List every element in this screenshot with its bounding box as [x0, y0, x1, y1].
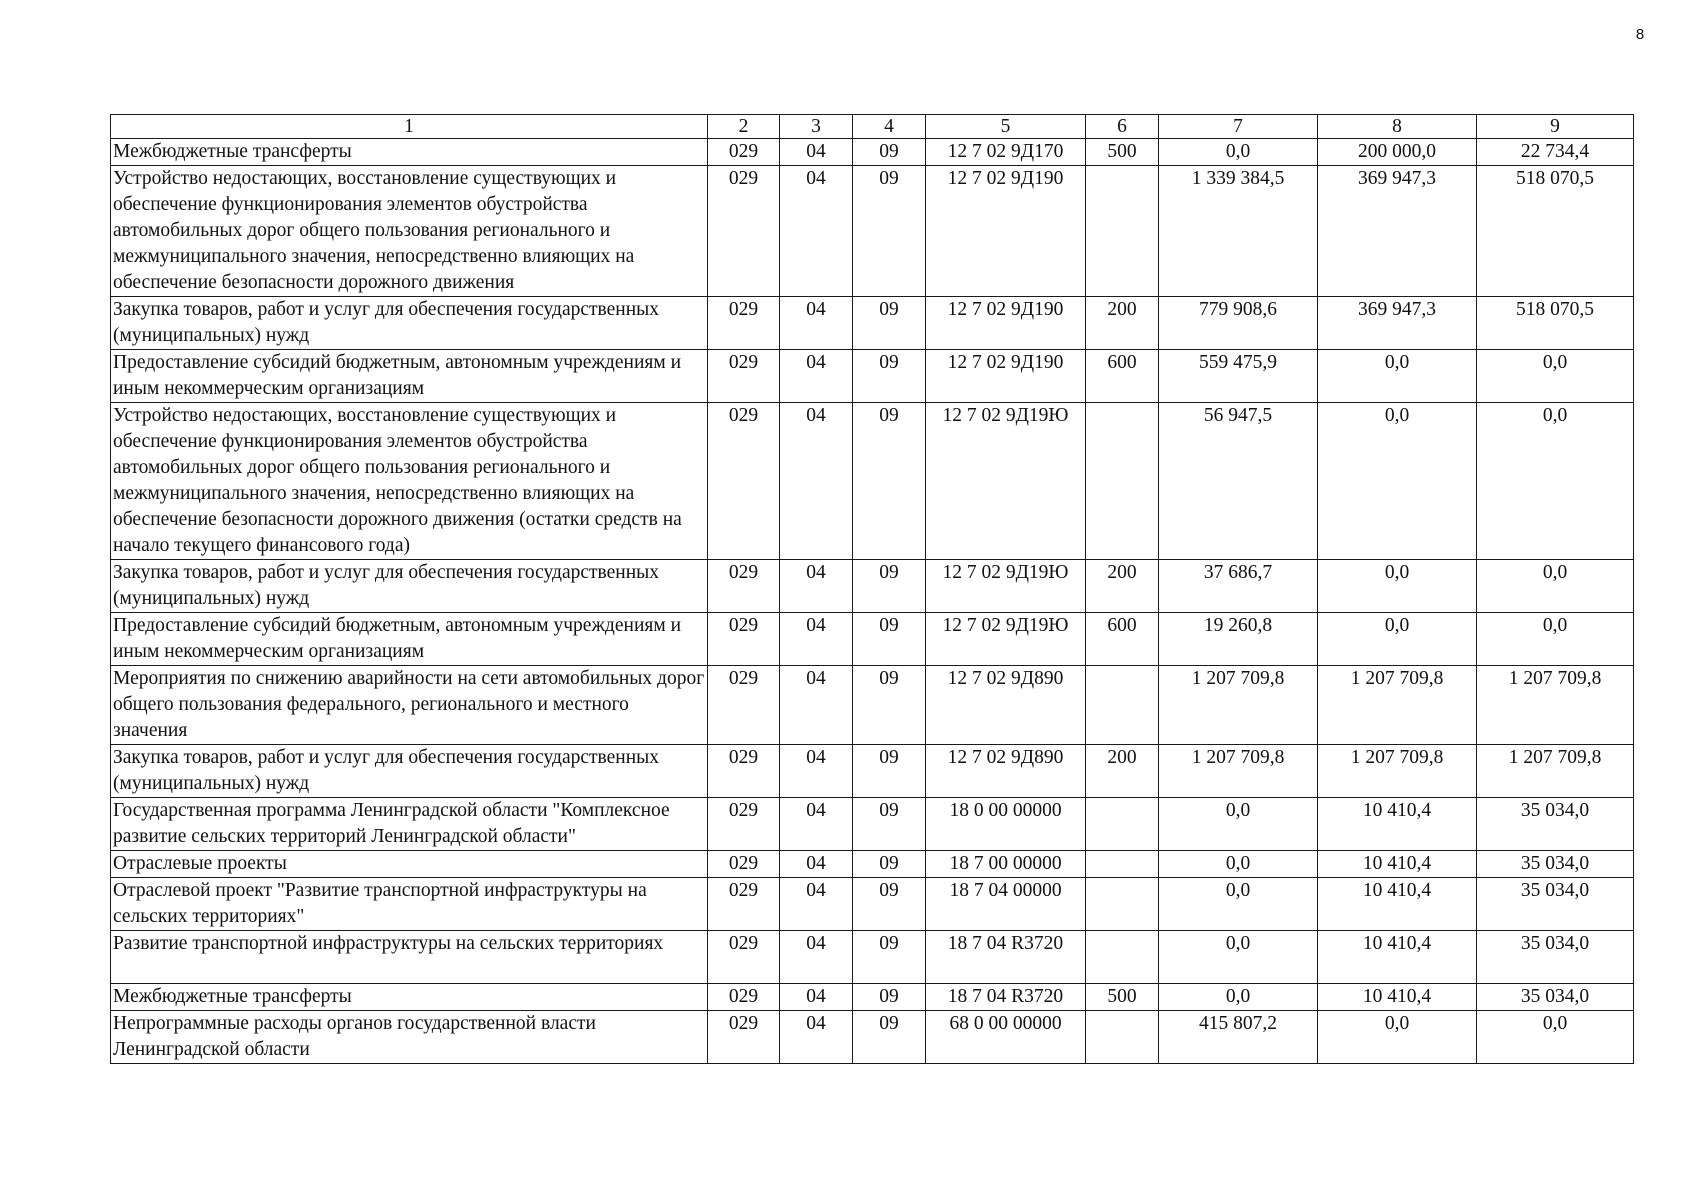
- ministry-code-cell: 029: [708, 878, 780, 931]
- target-article-cell: 12 7 02 9Д190: [926, 166, 1086, 297]
- column-number: 8: [1318, 115, 1477, 139]
- amount-col8-cell: 369 947,3: [1318, 166, 1477, 297]
- expense-type-cell: [1086, 798, 1159, 851]
- section-cell: 04: [780, 798, 853, 851]
- ministry-code-cell: 029: [708, 1011, 780, 1064]
- table-row: [111, 745, 1634, 798]
- section-cell: 04: [780, 984, 853, 1011]
- amount-col8-cell: 10 410,4: [1318, 931, 1477, 984]
- subsection-cell: 09: [853, 1011, 926, 1064]
- amount-col9-cell: 1 207 709,8: [1477, 666, 1634, 745]
- amount-col9-cell: 35 034,0: [1477, 851, 1634, 878]
- expense-type-cell: [1086, 403, 1159, 560]
- amount-col7-cell: 0,0: [1159, 931, 1318, 984]
- target-article-cell: 12 7 02 9Д170: [926, 139, 1086, 166]
- amount-col8-cell: 10 410,4: [1318, 798, 1477, 851]
- amount-col8-cell: 10 410,4: [1318, 851, 1477, 878]
- expense-type-cell: 600: [1086, 350, 1159, 403]
- item-name-cell: Межбюджетные трансферты: [111, 984, 708, 1011]
- ministry-code-cell: 029: [708, 851, 780, 878]
- section-cell: 04: [780, 403, 853, 560]
- section-cell: 04: [780, 878, 853, 931]
- target-article-cell: 18 0 00 00000: [926, 798, 1086, 851]
- item-name-cell: Государственная программа Ленинградской области "Комплексное развитие сельских территорий Ленинградской области": [111, 798, 708, 851]
- table-row: [111, 851, 1634, 878]
- table-row: [111, 613, 1634, 666]
- subsection-cell: 09: [853, 878, 926, 931]
- target-article-cell: 68 0 00 00000: [926, 1011, 1086, 1064]
- column-number: 1: [111, 115, 708, 139]
- target-article-cell: 12 7 02 9Д19Ю: [926, 403, 1086, 560]
- column-number: 2: [708, 115, 780, 139]
- amount-col8-cell: 1 207 709,8: [1318, 666, 1477, 745]
- ministry-code-cell: 029: [708, 403, 780, 560]
- target-article-cell: 12 7 02 9Д19Ю: [926, 613, 1086, 666]
- amount-col9-cell: 35 034,0: [1477, 878, 1634, 931]
- subsection-cell: 09: [853, 139, 926, 166]
- section-cell: 04: [780, 350, 853, 403]
- ministry-code-cell: 029: [708, 560, 780, 613]
- amount-col9-cell: 0,0: [1477, 403, 1634, 560]
- amount-col9-cell: 518 070,5: [1477, 297, 1634, 350]
- section-cell: 04: [780, 297, 853, 350]
- subsection-cell: 09: [853, 166, 926, 297]
- item-name-cell: Отраслевой проект "Развитие транспортной инфраструктуры на сельских территориях": [111, 878, 708, 931]
- amount-col7-cell: 0,0: [1159, 878, 1318, 931]
- amount-col7-cell: 559 475,9: [1159, 350, 1318, 403]
- ministry-code-cell: 029: [708, 139, 780, 166]
- column-number-row: [111, 115, 1634, 139]
- amount-col7-cell: 1 339 384,5: [1159, 166, 1318, 297]
- amount-col7-cell: 56 947,5: [1159, 403, 1318, 560]
- amount-col8-cell: 200 000,0: [1318, 139, 1477, 166]
- amount-col7-cell: 0,0: [1159, 139, 1318, 166]
- section-cell: 04: [780, 613, 853, 666]
- amount-col7-cell: 37 686,7: [1159, 560, 1318, 613]
- table-row: [111, 1011, 1634, 1064]
- column-number: 7: [1159, 115, 1318, 139]
- target-article-cell: 18 7 04 R3720: [926, 931, 1086, 984]
- column-number: 6: [1086, 115, 1159, 139]
- amount-col8-cell: 0,0: [1318, 350, 1477, 403]
- column-number: 3: [780, 115, 853, 139]
- ministry-code-cell: 029: [708, 931, 780, 984]
- subsection-cell: 09: [853, 666, 926, 745]
- table-row: [111, 666, 1634, 745]
- amount-col7-cell: 415 807,2: [1159, 1011, 1318, 1064]
- subsection-cell: 09: [853, 613, 926, 666]
- item-name-cell: Отраслевые проекты: [111, 851, 708, 878]
- amount-col8-cell: 0,0: [1318, 1011, 1477, 1064]
- amount-col9-cell: 22 734,4: [1477, 139, 1634, 166]
- expense-type-cell: [1086, 851, 1159, 878]
- amount-col8-cell: 0,0: [1318, 403, 1477, 560]
- table-row: [111, 403, 1634, 560]
- section-cell: 04: [780, 139, 853, 166]
- expense-type-cell: 200: [1086, 560, 1159, 613]
- item-name-cell: Предоставление субсидий бюджетным, автономным учреждениям и иным некоммерческим организациям: [111, 350, 708, 403]
- ministry-code-cell: 029: [708, 613, 780, 666]
- target-article-cell: 18 7 04 00000: [926, 878, 1086, 931]
- subsection-cell: 09: [853, 297, 926, 350]
- table-row: [111, 139, 1634, 166]
- amount-col9-cell: 518 070,5: [1477, 166, 1634, 297]
- table-body: [111, 115, 1634, 1064]
- item-name-cell: Непрограммные расходы органов государственной власти Ленинградской области: [111, 1011, 708, 1064]
- subsection-cell: 09: [853, 984, 926, 1011]
- expense-type-cell: [1086, 666, 1159, 745]
- ministry-code-cell: 029: [708, 350, 780, 403]
- expense-type-cell: 500: [1086, 139, 1159, 166]
- section-cell: 04: [780, 166, 853, 297]
- expense-type-cell: [1086, 1011, 1159, 1064]
- amount-col7-cell: 1 207 709,8: [1159, 745, 1318, 798]
- amount-col8-cell: 369 947,3: [1318, 297, 1477, 350]
- item-name-cell: Развитие транспортной инфраструктуры на сельских территориях: [111, 931, 708, 984]
- item-name-cell: Закупка товаров, работ и услуг для обеспечения государственных (муниципальных) нужд: [111, 745, 708, 798]
- amount-col7-cell: 19 260,8: [1159, 613, 1318, 666]
- target-article-cell: 18 7 04 R3720: [926, 984, 1086, 1011]
- table-row: [111, 560, 1634, 613]
- subsection-cell: 09: [853, 403, 926, 560]
- subsection-cell: 09: [853, 851, 926, 878]
- ministry-code-cell: 029: [708, 297, 780, 350]
- expense-type-cell: 200: [1086, 745, 1159, 798]
- ministry-code-cell: 029: [708, 798, 780, 851]
- subsection-cell: 09: [853, 560, 926, 613]
- amount-col7-cell: 0,0: [1159, 798, 1318, 851]
- expense-type-cell: [1086, 166, 1159, 297]
- amount-col9-cell: 1 207 709,8: [1477, 745, 1634, 798]
- item-name-cell: Предоставление субсидий бюджетным, автономным учреждениям и иным некоммерческим организациям: [111, 613, 708, 666]
- expense-type-cell: 600: [1086, 613, 1159, 666]
- ministry-code-cell: 029: [708, 745, 780, 798]
- amount-col8-cell: 10 410,4: [1318, 878, 1477, 931]
- target-article-cell: 12 7 02 9Д19Ю: [926, 560, 1086, 613]
- section-cell: 04: [780, 931, 853, 984]
- amount-col9-cell: 35 034,0: [1477, 798, 1634, 851]
- amount-col7-cell: 779 908,6: [1159, 297, 1318, 350]
- column-number: 4: [853, 115, 926, 139]
- subsection-cell: 09: [853, 350, 926, 403]
- amount-col9-cell: 35 034,0: [1477, 931, 1634, 984]
- amount-col7-cell: 0,0: [1159, 984, 1318, 1011]
- section-cell: 04: [780, 1011, 853, 1064]
- expense-type-cell: 500: [1086, 984, 1159, 1011]
- target-article-cell: 12 7 02 9Д890: [926, 745, 1086, 798]
- item-name-cell: Мероприятия по снижению аварийности на сети автомобильных дорог общего пользования федерального, регионального и местного значения: [111, 666, 708, 745]
- amount-col9-cell: 35 034,0: [1477, 984, 1634, 1011]
- item-name-cell: Устройство недостающих, восстановление существующих и обеспечение функционирования элементов обустройства автомобильных дорог общего пользования регионального и межмуниципального значения, непосредственно влияющих на обеспечение безопасности дорожного движения: [111, 166, 708, 297]
- amount-col9-cell: 0,0: [1477, 1011, 1634, 1064]
- expense-type-cell: [1086, 931, 1159, 984]
- item-name-cell: Межбюджетные трансферты: [111, 139, 708, 166]
- target-article-cell: 12 7 02 9Д890: [926, 666, 1086, 745]
- section-cell: 04: [780, 851, 853, 878]
- target-article-cell: 12 7 02 9Д190: [926, 297, 1086, 350]
- page-number: 8: [1635, 26, 1645, 43]
- amount-col7-cell: 1 207 709,8: [1159, 666, 1318, 745]
- item-name-cell: Закупка товаров, работ и услуг для обеспечения государственных (муниципальных) нужд: [111, 560, 708, 613]
- expense-type-cell: [1086, 878, 1159, 931]
- section-cell: 04: [780, 666, 853, 745]
- ministry-code-cell: 029: [708, 984, 780, 1011]
- amount-col8-cell: 0,0: [1318, 560, 1477, 613]
- amount-col9-cell: 0,0: [1477, 350, 1634, 403]
- column-number: 5: [926, 115, 1086, 139]
- table-row: [111, 798, 1634, 851]
- subsection-cell: 09: [853, 745, 926, 798]
- table-row: [111, 297, 1634, 350]
- ministry-code-cell: 029: [708, 166, 780, 297]
- table-row: [111, 931, 1634, 984]
- budget-table: [110, 114, 1634, 1064]
- ministry-code-cell: 029: [708, 666, 780, 745]
- table-row: [111, 984, 1634, 1011]
- subsection-cell: 09: [853, 931, 926, 984]
- amount-col8-cell: 10 410,4: [1318, 984, 1477, 1011]
- expense-type-cell: 200: [1086, 297, 1159, 350]
- item-name-cell: Устройство недостающих, восстановление существующих и обеспечение функционирования элементов обустройства автомобильных дорог общего пользования регионального и межмуниципального значения, непосредственно влияющих на обеспечение безопасности дорожного движения (остатки средств на начало текущего финансового года): [111, 403, 708, 560]
- amount-col7-cell: 0,0: [1159, 851, 1318, 878]
- target-article-cell: 12 7 02 9Д190: [926, 350, 1086, 403]
- table-row: [111, 878, 1634, 931]
- subsection-cell: 09: [853, 798, 926, 851]
- column-number: 9: [1477, 115, 1634, 139]
- amount-col8-cell: 1 207 709,8: [1318, 745, 1477, 798]
- amount-col9-cell: 0,0: [1477, 560, 1634, 613]
- amount-col9-cell: 0,0: [1477, 613, 1634, 666]
- table-row: [111, 166, 1634, 297]
- item-name-cell: Закупка товаров, работ и услуг для обеспечения государственных (муниципальных) нужд: [111, 297, 708, 350]
- target-article-cell: 18 7 00 00000: [926, 851, 1086, 878]
- amount-col8-cell: 0,0: [1318, 613, 1477, 666]
- table-row: [111, 350, 1634, 403]
- section-cell: 04: [780, 560, 853, 613]
- section-cell: 04: [780, 745, 853, 798]
